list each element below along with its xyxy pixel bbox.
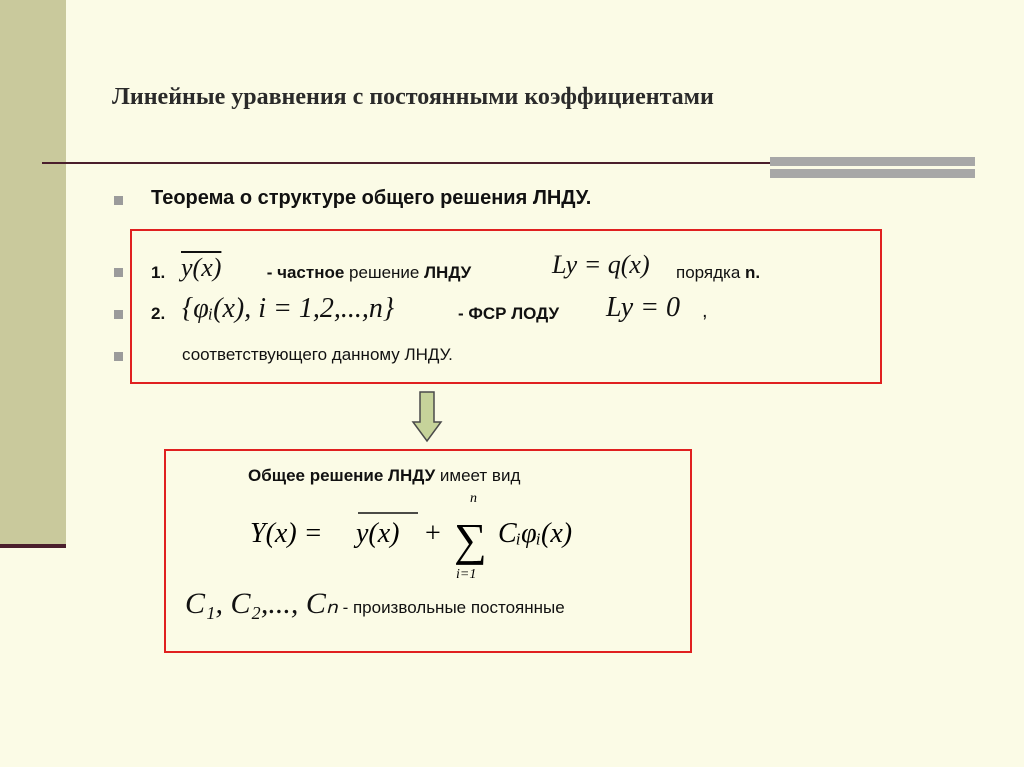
formula-sum: ∑ — [454, 514, 487, 565]
formula-lhs: Y(x) = — [250, 518, 330, 549]
bullet-item-1 — [114, 268, 123, 277]
constants-text: - произвольные постоянные — [337, 598, 565, 617]
constants-line — [185, 586, 565, 621]
general-solution-text: Общее решение ЛНДУ имеет вид — [248, 466, 521, 485]
item-2-comma: , — [702, 300, 708, 322]
bullet-item-2 — [114, 310, 123, 319]
item-1-equation: Ly = q(x) — [552, 250, 650, 279]
item-2-fundamental-set: {φᵢ(x), i = 1,2,...,n} — [182, 293, 395, 324]
theorem-heading: Теорема о структуре общего решения ЛНДУ. — [151, 187, 592, 209]
item-1-number: 1. — [151, 263, 166, 282]
item-1-order: порядка n. — [676, 263, 761, 282]
item-1-y-bar: y(x) — [181, 253, 222, 282]
formula-sum-bottom: i=1 — [456, 567, 477, 582]
item-2-equation: Ly = 0 — [606, 292, 681, 323]
formula-sum-top: n — [470, 491, 477, 506]
down-arrow-icon — [412, 392, 442, 442]
slide-title: Линейные уравнения с постоянными коэффициентами — [112, 84, 714, 110]
constants-math: C₁, C₂,..., Cₙ — [185, 587, 338, 620]
item-3-text: соответствующего данному ЛНДУ. — [182, 345, 453, 364]
general-solution-formula — [246, 491, 606, 582]
formula-plus: + — [418, 518, 448, 549]
left-decorative-band — [0, 0, 66, 545]
item-2-number: 2. — [151, 304, 166, 323]
item-1-text: - частное решение ЛНДУ — [262, 263, 472, 282]
title-accent-bar — [770, 157, 975, 178]
bullet-theorem — [114, 196, 123, 205]
bullet-item-3 — [114, 352, 123, 361]
left-band-rule — [0, 544, 66, 548]
formula-y-bar: y(x) — [356, 518, 400, 549]
item-2-text: - ФСР ЛОДУ — [458, 304, 560, 323]
formula-term: Cᵢφᵢ(x) — [498, 518, 573, 549]
